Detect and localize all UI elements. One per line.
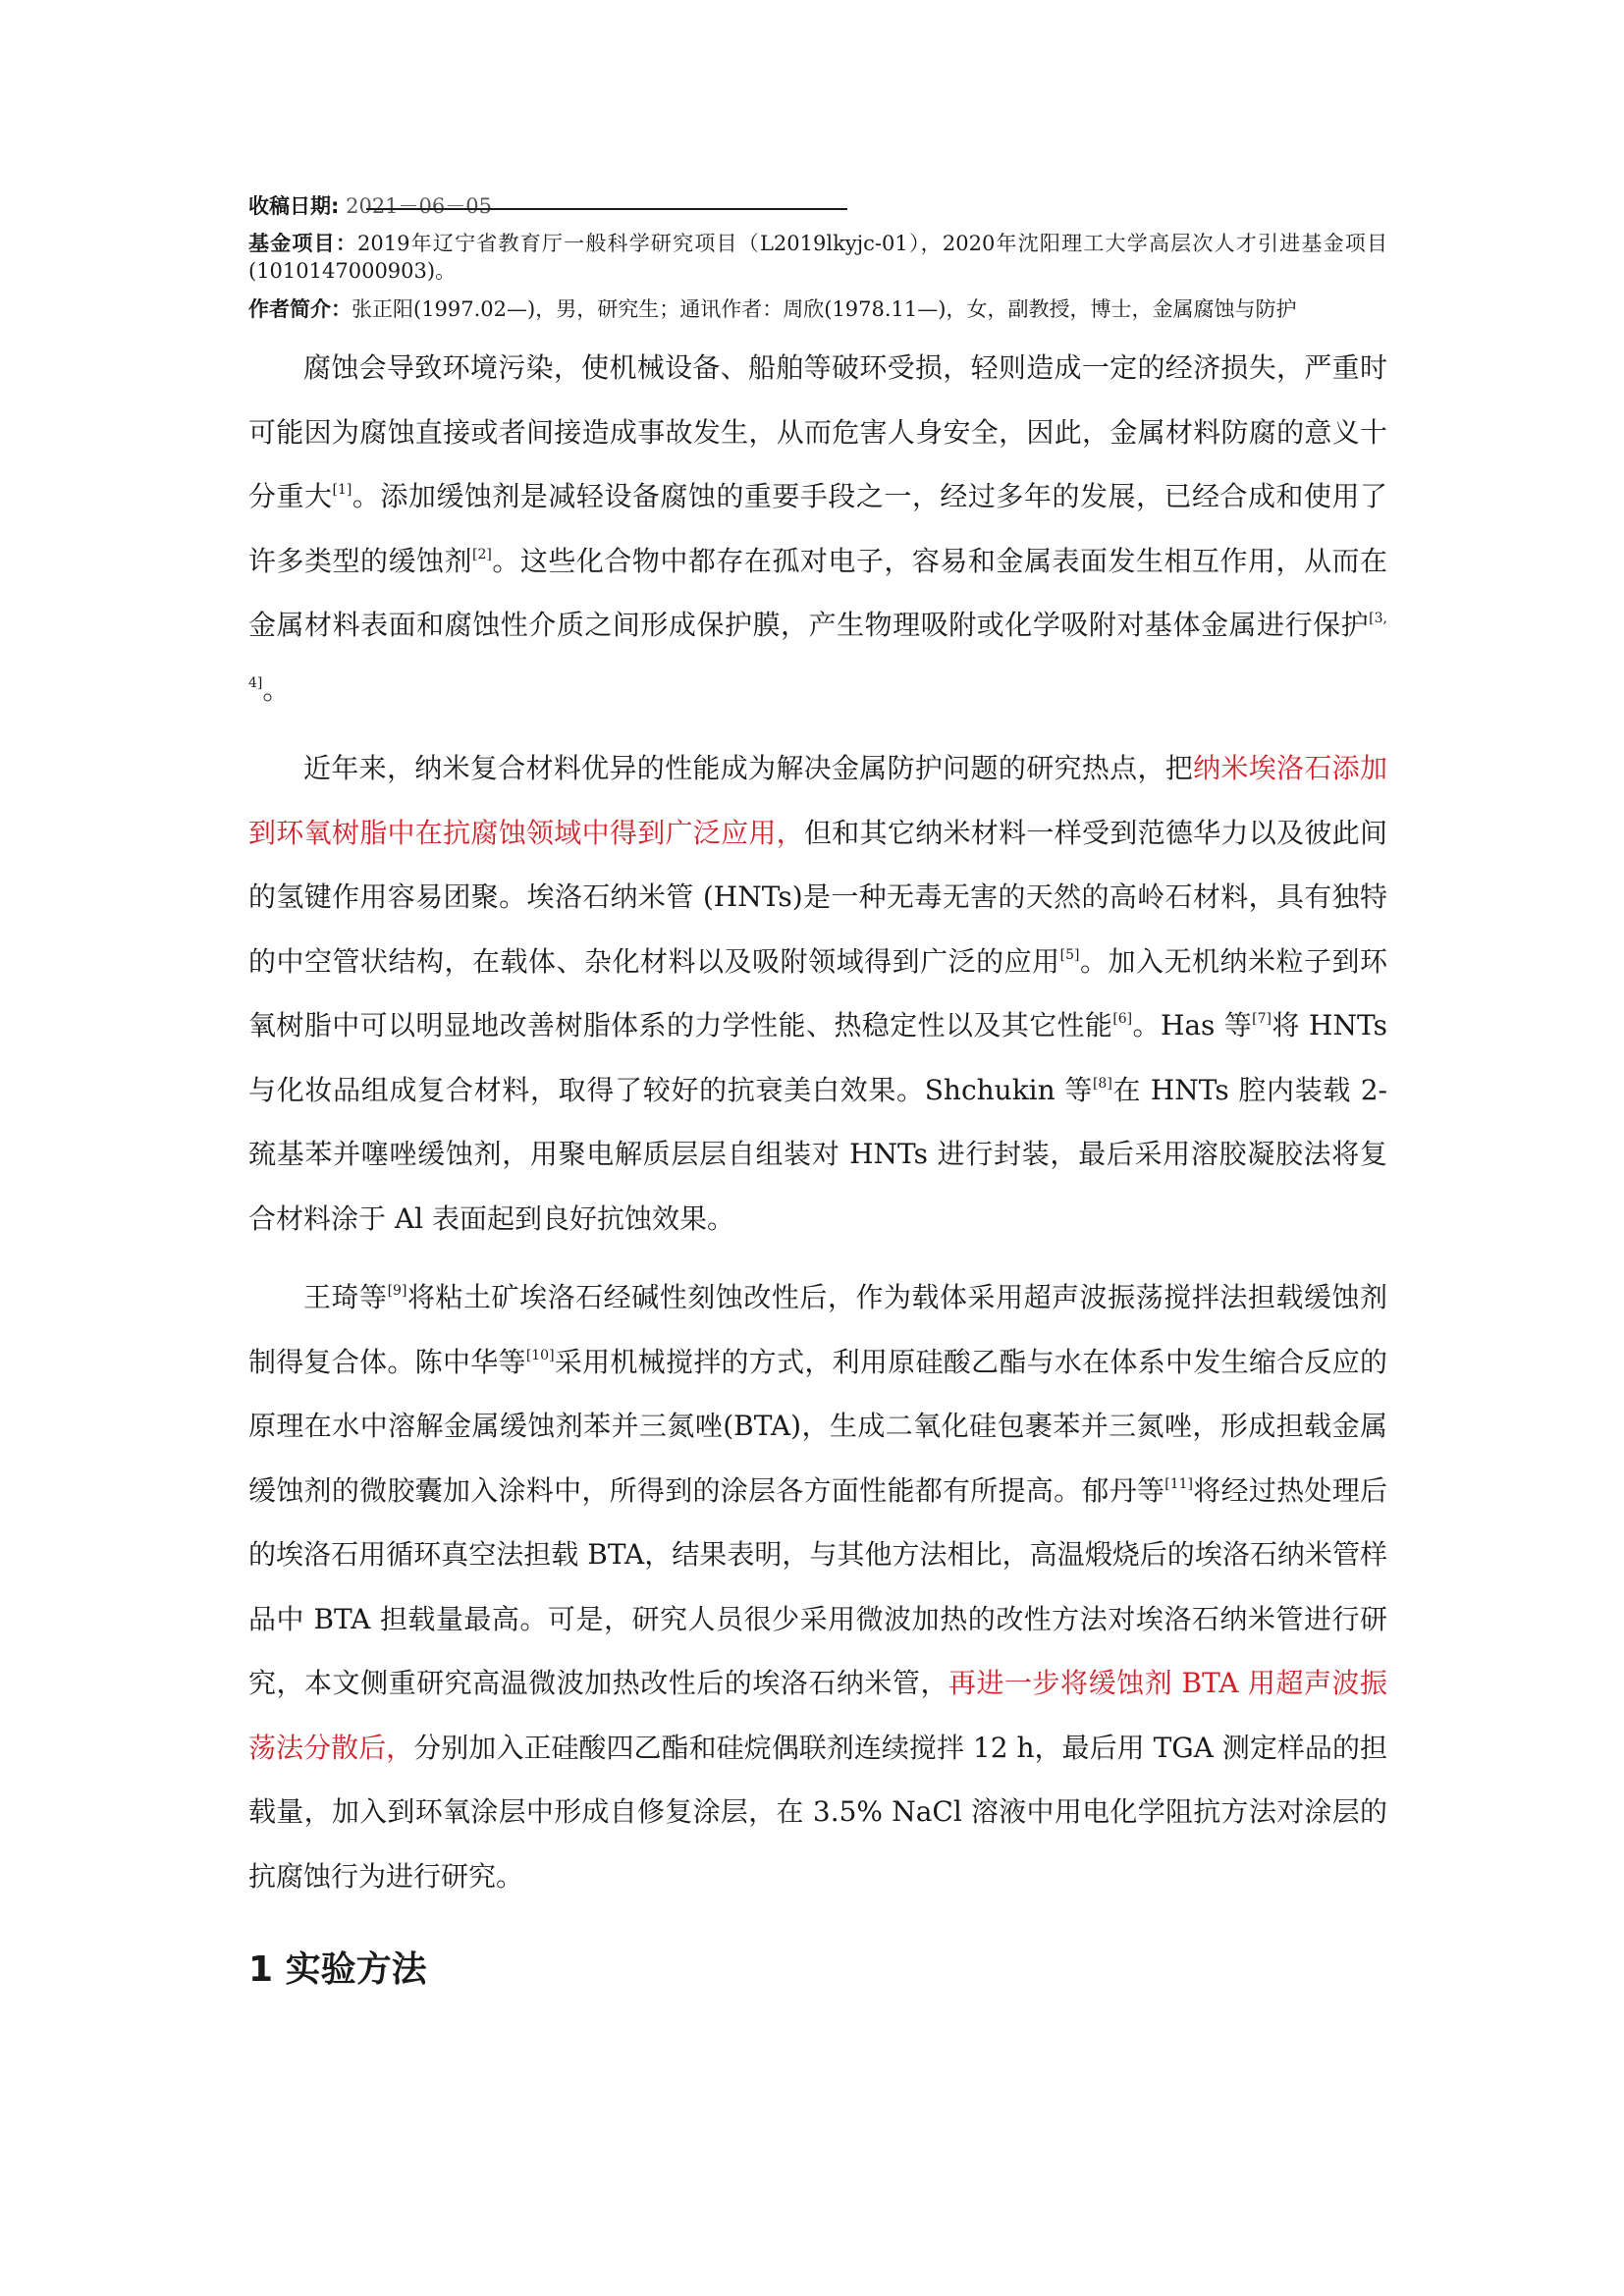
p3-highlight: 再进一步将缓蚀剂 BTA 用超声波振荡法分散后， xyxy=(248,1667,1387,1764)
citation-3-4: [3, 4] xyxy=(248,611,1387,691)
citation-9: [9] xyxy=(387,1283,407,1299)
p1-text-4: 。 xyxy=(262,672,291,706)
paragraph-2 xyxy=(248,736,1387,1251)
p1-text-2: 。添加缓蚀剂是减轻设备腐蚀的重要手段之一，经过多年的发展，已经合成和使用了许多类型的缓蚀剂 xyxy=(248,480,1387,577)
fund-text: 2019年辽宁省教育厅一般科学研究项目（L2019lkyjc-01），2020年沈阳理工大学高层次人才引进基金项目(1010147000903)。 xyxy=(248,232,1388,283)
p3-text-4: 将经过热处理后的埃洛石用循环真空法担载 BTA，结果表明，与其他方法相比，高温煅烧后的埃洛石纳米管样品中 BTA 担载量最高。可是，研究人员很少采用微波加热的改性方法对埃洛石纳米管进行研究，本文侧重研究高温微波加热改性后的埃洛石纳米管， xyxy=(248,1473,1387,1699)
citation-10: [10] xyxy=(525,1347,555,1363)
section-heading: 1 实验方法 xyxy=(248,1949,427,1990)
p1-text-3: 。这些化合物中都存在孤对电子，容易和金属表面发生相互作用，从而在金属材料表面和腐蚀性介质之间形成保护膜，产生物理吸附或化学吸附对基体金属进行保护 xyxy=(248,544,1387,641)
p2-highlight: 纳米埃洛石添加到环氧树脂中在抗腐蚀领域中得到广泛应用， xyxy=(248,752,1387,849)
citation-6: [6] xyxy=(1112,1011,1133,1027)
received-date xyxy=(248,192,847,220)
author-label: 作者简介： xyxy=(248,297,352,321)
author-info xyxy=(248,295,1387,323)
received-label: 收稿日期 xyxy=(248,194,331,218)
author-text: 张正阳(1997.02—)，男，研究生；通讯作者：周欣(1978.11—)，女，副教授，博士，金属腐蚀与防护 xyxy=(352,297,1297,321)
citation-1: [1] xyxy=(332,482,352,498)
citation-2: [2] xyxy=(472,546,492,562)
paper-page xyxy=(248,192,1387,1993)
received-colon: : xyxy=(331,194,340,218)
p3-text-1: 王琦等 xyxy=(303,1281,388,1313)
p2-text-4: 。Has 等 xyxy=(1132,1009,1253,1041)
p1-text-1: 腐蚀会导致环境污染，使机械设备、船舶等破环受损，轻则造成一定的经济损失，严重时可能因为腐蚀直接或者间接造成事故发生，从而危害人身安全，因此，金属材料防腐的意义十分重大 xyxy=(248,351,1387,512)
paragraph-1 xyxy=(248,336,1387,721)
citation-7: [7] xyxy=(1252,1011,1272,1027)
strikethrough-line xyxy=(366,208,847,210)
p2-text-5: 将 HNTs 与化妆品组成复合材料，取得了较好的抗衰美白效果。Shchukin 等 xyxy=(248,1009,1387,1106)
citation-11: [11] xyxy=(1164,1475,1194,1492)
paragraph-3 xyxy=(248,1265,1387,1908)
p3-text-5: 分别加入正硅酸四乙酯和硅烷偶联剂连续搅拌 12 h，最后用 TGA 测定样品的担载量，加入到环氧涂层中形成自修复涂层，在 3.5% NaCl 溶液中用电化学阻抗方法对涂层的抗腐蚀行为进行研究。 xyxy=(248,1731,1387,1893)
p2-text-3: 。加入无机纳米粒子到环氧树脂中可以明显地改善树脂体系的力学性能、热稳定性以及其它性能 xyxy=(248,944,1387,1041)
citation-8: [8] xyxy=(1092,1075,1112,1092)
p2-text-1: 近年来，纳米复合材料优异的性能成为解决金属防护问题的研究热点，把 xyxy=(303,752,1194,784)
p2-text-6: 在 HNTs 腔内装载 2-巯基苯并噻唑缓蚀剂，用聚电解质层层自组装对 HNTs 进行封装，最后采用溶胶凝胶法将复合材料涂于 Al 表面起到良好抗蚀效果。 xyxy=(248,1073,1387,1235)
fund-label: 基金项目： xyxy=(248,232,358,255)
p2-text-2: 但和其它纳米材料一样受到范德华力以及彼此间的氢键作用容易团聚。埃洛石纳米管 (HNTs)是一种无毒无害的天然的高岭石材料，具有独特的中空管状结构，在载体、杂化材料以及吸附领域得到广泛的应用 xyxy=(248,816,1387,978)
p3-text-2: 将粘土矿埃洛石经碱性刻蚀改性后，作为载体采用超声波振荡搅拌法担载缓蚀剂制得复合体。陈中华等 xyxy=(248,1281,1387,1378)
citation-5: [5] xyxy=(1059,946,1080,963)
fund-info xyxy=(248,230,1387,285)
received-date-value: 2021－06－05 xyxy=(346,194,492,218)
p3-text-3: 采用机械搅拌的方式，利用原硅酸乙酯与水在体系中发生缩合反应的原理在水中溶解金属缓蚀剂苯并三氮唑(BTA)，生成二氧化硅包裹苯并三氮唑，形成担载金属缓蚀剂的微胶囊加入涂料中，所得到的涂层各方面性能都有所提高。郁丹等 xyxy=(248,1345,1387,1507)
